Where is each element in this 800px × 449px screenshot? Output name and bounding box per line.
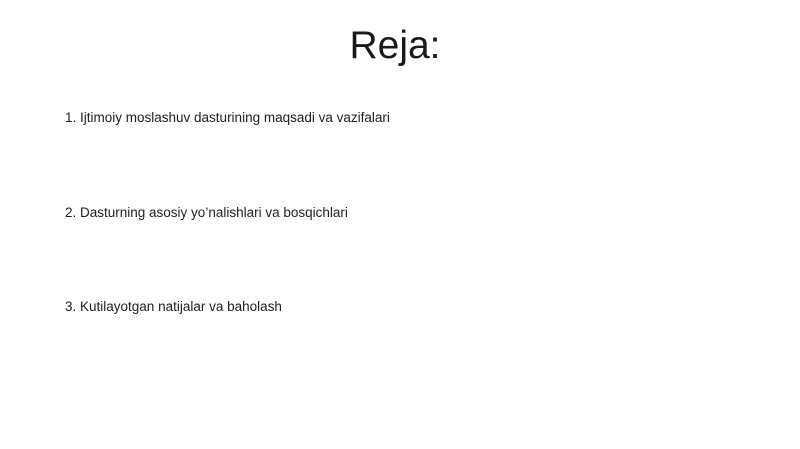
agenda-item-1: 1. Ijtimoiy moslashuv dasturining maqsadi va vazifalari: [65, 110, 390, 125]
agenda-item-3: 3. Kutilayotgan natijalar va baholash: [65, 299, 282, 314]
agenda-item-2: 2. Dasturning asosiy yo’nalishlari va bosqichlari: [65, 205, 348, 220]
slide-title: Reja:: [349, 24, 441, 67]
